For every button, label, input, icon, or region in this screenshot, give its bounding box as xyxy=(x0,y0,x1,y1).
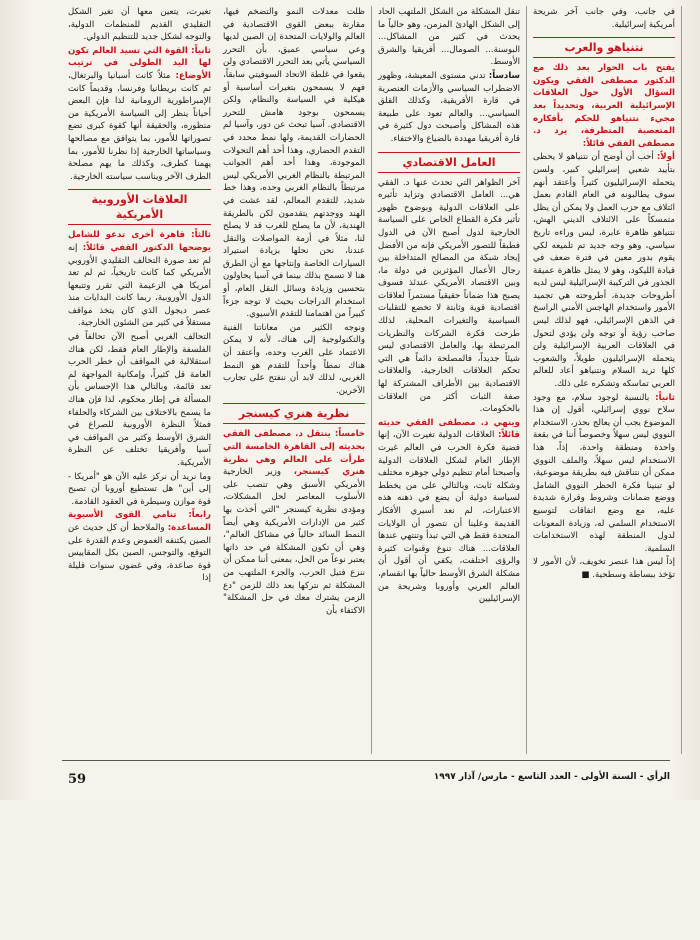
end-mark-icon: ■ xyxy=(581,569,590,580)
paragraph: ظلت معدلات النمو والتضخم فيها، مقارنة ببعض القوى الاقتصادية في العالم والولايات المتحدة إن الصين لديها وعي سياسي عميق، بأن التحرر السياسي يأتي بعد التحرر الاقتصادي ولن يقعوا في غلطة الاتحاد السوفيتي سابقاً، فهم لا يسمحون بتغيرات أساسية أو هيكلية في السياسة والنظام، ولكن يسمحون بوجود هامش للتحرر الاقتصادي. آسيا تبحث عن دور، وآسيا لم الحضارات القديمة، ولها نمط محدد في التقدم الحضاري، وهذا أحد أهم التحولات الموجودة، وهذا أحد أهم الجوانب المرتبطة بالنظام الغربي الأمريكي ليس مرتبطاً بالنظام الغربي وحده، وهذا خط شديد، للتقدم المعالم، لقد عشت في الهند ووجدتهم يتقدمون لكن بالطريقة الهندية، لأن ما يصلح للغرب قد لا يصلح لنا، مثلاً في أزمة المواصلات والنقل عندنا، نحن نحلها بزيادة استيراد السيارات الخاصة وإنتاجها مع أن الطرق هنا لا تسمح بذلك بينما في آسيا يحاولون بتحسين وزيادة وسائل النقل العام، أو استخدام الدراجات بحيث لا توجه جزءاً كبيراً من اهتمامنا للتقدم الأسيوي. xyxy=(223,7,365,320)
lead-in: ثانياً: xyxy=(655,392,675,403)
body-text: أحب أن أوضح أن نتنياهو لا يحظى بتأييد شعبي إسرائيلي كبير، ولسن يتحمله الإسرائيليون كثيراً وأعتقد أنهم سوف يطالبونه في العام القادم بعمل ائتلاف مع حزب العمل ولا يمكن أن يظل متمسكاً على الائتلاف الديني الهش، نتنياهو ظاهرة عابرة، ليس وراءه تاريخ سياسي، وهو وجه جديد تم تلميعه لكي يقوم بدور معين في فترة ضعف في قيادة الليكود، وهو لا يمثل ظاهرة عميقة الجذور في التركيبة الإسرائيلية ليس لديه أطروحات جديدة، أطروحته هي تجميد الأمور واستخدام الهاجس الأمني الراسخ في الذهن الإسرائيلي، فهو لذلك ليس صاحب رؤية أو توجه ولن يؤدي لتحول في العلاقات العربية الإسرائيلية ولن يتحمله الإسرائيليون طويلاً، والشعوب كلها تريد السلام ونتنياهو أعاد للعالم العربي تماسكه وتشكره على ذلك. xyxy=(533,152,675,390)
body-text: وزير الخارجية الأمريكي الأسبق وهي تنصب على الأسلوب المعاصر لحل المشكلات، ومؤدى نظرية كيسنجر "التي أخذت بها كثير من الإدارات الأمريكية وهي أيضاً النمط السائد حالياً في مشاكل العالم"، وهي أن تكون المشكلة في حد ذاتها يعتبر نوعاً من الحل، بمعنى أننا ممكن أن ننزع فتيل الحرب، والجزء الملتهب من المشكلة ثم نتركها بعد ذلك للزمن "دع الزمن يشترك معك في حل المشكلة" الاكتفاء بأن xyxy=(223,467,365,616)
column-3 xyxy=(372,6,527,754)
paragraph: في جانب، وفي جانب آخر شريحة أمريكية إسرائيلية. xyxy=(533,7,675,30)
paragraph: التحالف الغربي أصبح الآن تحالفاً في الفلسفة والإطار العام فقط، لكن هناك استقلالية في المواقف أن خطر الحرب العامة قل كثيراً، وإمكانية المواجهة لم تعد قائمة، وبالتالي هذا الإحساس بأن المسألة في إطار محكوم، لذا فإن هناك ما يسمح بالاختلاف بين الشركاء والحلفاء فمثلاً النظرة الأوروبية للصراع في الشرق الأوسط وكثير من المواقف في آسيا وأفريقيا تختلف عن النظرة الأمريكية. xyxy=(68,332,211,468)
body-text: بالنسبة لوجود سلام، مع وجود سلاح نووي إسرائيلي، أقول إن هذا الموضوع يجب أن يعالج بحذر، الاستخدام النووي ليس سهلاً وخصوصاً أننا في بقعة واحدة ومنطقة واحدة، إذاً، هذا الاستخدام ليس سهلاً، والملف النووي ممكن أن نتناقش فيه بطريقة موضوعية، لو تبنينا فكرة الحظر النووي الشامل ووضع ضمانات وشروط وقرارة شديدة عليه، مع وضع اتفاقات لتوسيع الاستخدام السلمي له، وزيادة المعونات لدول المنطقة لهذه الاستخدامات السلمية. xyxy=(533,392,675,554)
paragraph: تغيرت، يتعين معها أن تغير الشكل التقليدي القديم للمنظمات الدولية، والتوجه لشكل جديد للتنظيم الدولي. xyxy=(68,7,211,43)
paragraph: آخر الظواهر التي تحدث عنها د. الفقي هي... العامل الاقتصادي وتزايد تأثيره على العلاقات الدولية وبوضوح ظهور تأثير فكرة القطاع الخاص على السياسة الخارجية لدول أصبح الآن في الدول فطبقاً للتصور الأمريكي فإنه من الأفضل إيجاد شبكة من المصالح المتداخلة بين رجال الأعمال المؤثرين في دولة ما، وبين الاقتصاد الأمريكي عندئذ فسوف يصبح هذا ضماناً حقيقياً مستمراً لعلاقات اقتصادية قوية وثابتة لا تخضع للتقلبات السياسية والتغيرات المحلية، لذلك طرحت فكرة الشركات والنظريات المرتبطة بها، والعامل الاقتصادي ليس شيئاً جديداً، فالمصلحة دائماً هي التي تحكم العلاقات الخارجية، والعلاقات الاقتصادية بين الأطراف المشتركة لها صفة الثبات أكثر من العلاقات بالحكومات. xyxy=(378,177,520,415)
paragraph xyxy=(378,70,520,146)
footer-rule xyxy=(62,760,670,761)
paragraph xyxy=(68,229,211,330)
body-text: والملاحظ أن كل حديث عن الصين يكتنفه الغموض وعدم القدرة على التوقع، والتوجس، الصين بكل المقاييس قوة صاعدة، وفي غضون سنوات قليلة إذا xyxy=(68,522,211,584)
paragraph xyxy=(68,509,211,585)
section-heading: العامل الاقتصادي xyxy=(378,152,520,173)
body-text: تدني مستوى المعيشة، وظهور الاضطراب السياسي والأزمات العنصرية في قارة الأفريقية، وكذلك القلق السياسي... والعالم تعود على طبيعة هذه المشاكل وأصبحت دول كثيرة في قارة أفريقيا مهددة بالضياع والاختفاء. xyxy=(378,70,520,144)
page-number: 59 xyxy=(68,772,87,787)
paragraph: تنقل المشكلة من الشكل الملتهب الحاد إلى الشكل الهادئ المزمن، وهو حالياً ما يحدث في كثير من المشاكل... البوسنة... الصومال... أفريقيا والشرق الأوسط. xyxy=(378,7,520,68)
article-columns xyxy=(62,6,682,754)
lead-in: وينهي د. مصطفى الفقي حديثه قائلاً: xyxy=(378,417,520,441)
column-1 xyxy=(62,6,217,754)
paragraph xyxy=(533,556,675,581)
section-heading: العلاقات الأوروبية الأمريكية xyxy=(68,189,211,225)
column-4 xyxy=(527,6,682,754)
lead-in: ثانياً: القوة التي تسيد العالم تكون لها اليد الطولى في ترتيب الأوضاع: xyxy=(68,45,211,81)
paragraph xyxy=(223,428,365,617)
paragraph: وما نريد أن نركز عليه الآن هو "أمريكا - إلى أين" هل تستطيع أوروبا أن تصبح قوة موازن وسيطرة في العقود القادمة. xyxy=(68,471,211,507)
paragraph xyxy=(68,45,211,184)
body-text: إنه لم تعد صورة التحالف التقليدي الأوروبي الأمريكي كما كانت تاريخياً، ثم لم تعد أمريكا هي الزعيمة التي تقرر وتتبعها الدول الأوروبية، ربما كانت البدايات منذ عصر ديجول الذي كان يتخذ مواقف مستقلاً في كثير من الشئون الخارجية. xyxy=(68,242,211,329)
lead-in: ثالثاً: قاهرة أخرى تدعو للشامل يوضحها الدكتور القفي قائلاً: xyxy=(68,230,211,253)
paragraph xyxy=(378,417,520,606)
paragraph: يفتح باب الحوار بعد ذلك مع الدكتور مصطفى الفقي ويكون السؤال الأول حول العلاقات الإسرائيلية العربية، وتحديداً بعد مجيء نتنياهو للحكم بأفكاره المتعصبة المتطرفة، يرد د. مصطفى الفقي قائلاً: xyxy=(533,63,675,149)
body-text: إذاً ليس هذا عنصر تخويف، لأن الأمور لا تؤخذ ببساطة وسطحية. xyxy=(533,557,675,580)
column-2 xyxy=(217,6,372,754)
lead-in: أولاً: xyxy=(656,152,675,163)
body-text: مثلاً كانت أسبانيا والبرتغال، ثم كانت بريطانيا وفرنسا، وقديماً كانت الإمبراطورية الرومانية لذا فإن البعض أحياناً ينظر إلى السياسة الأمريكية من منظوره، والحقيقة أنها كقوة كبرى تضع تصوراتها للأمور، بما يتوافق مع مصالحها وسياساتها الخارجية إذا نظرنا للأمور، بما يهمنا كطرف، وكذلك ما يهم مصلحة الطرف الآخر ويناسب سياسته الخارجية. xyxy=(68,70,211,182)
page-margin xyxy=(0,800,700,940)
lead-in: سادساً: xyxy=(488,70,520,81)
section-heading: نتنياهو والعرب xyxy=(533,37,675,58)
running-footer: الرأي - السنة الأولى - العدد التاسع - مارس/ آذار ١٩٩٧ xyxy=(433,772,670,782)
body-text: العلاقات الدولية تغيرت الآن، إنها قضية فكرة الحرب في العالم غيرت الإطار العام لشكل العلاقات الدولية وأصبحنا أمام تنظيم دولي جوهره مختلف وشكله ثابت، وبالتالي على من يخطط لسياسة دولية أن يضع في ذهنه هذه الاعتبارات، لم نعد أسيري الأفكار القديمة وعلينا أن نتصور أن الولايات المتحدة فقط هي التي تبدأ وتنتهي عندها العلاقات... هناك تنوع وقنوات كثيرة والرؤى اختلفت، يكفي أن أقول أن مشكلة الشرق الأوسط حالياً بها انقسام، العالم العربي وأوروبا وشريحة من الإسرائيليين xyxy=(378,430,520,605)
paragraph xyxy=(533,151,675,390)
paragraph: ونوجه الكثير من معاناتنا الفنية والتكنولوجية إلى هناك، لأنه لا يمكن الاعتماد على الغرب وحده، وأعتقد أن هناك نمطاً وأحداً للتقدم هو النمط الغربي، لذلك لابد أن ننفتح على تجارب الآخرين. xyxy=(223,322,365,396)
lead-in: رابعاً: تنامي القوى الأسيوية المساعدة: xyxy=(68,510,211,533)
section-heading: نظرية هنري كيسنجر xyxy=(223,403,365,424)
paragraph xyxy=(533,392,675,556)
lead-in: خامساً: ينتقل د. مصطفى الفقي بحديثه إلى القاهرة الخامسة التي طرأت على العالم وهي نظرية هنري كيسنجر، xyxy=(223,429,365,478)
